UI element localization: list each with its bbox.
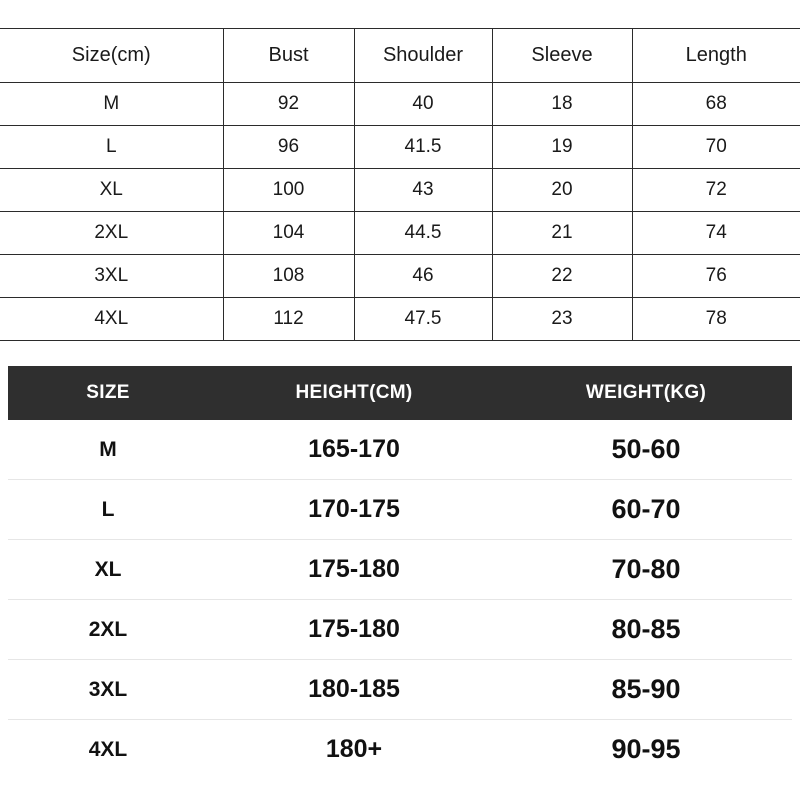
table-row [0, 126, 800, 169]
cell-height: 180-185 [208, 660, 500, 720]
column-header-bust: Bust [223, 29, 354, 83]
table-header-row [0, 29, 800, 83]
cell-size: M [8, 420, 208, 480]
cell-sleeve: 20 [492, 169, 632, 212]
cell-sleeve: 18 [492, 83, 632, 126]
table-header-row [8, 366, 792, 420]
cell-length: 70 [632, 126, 800, 169]
table-row [8, 420, 792, 480]
cell-weight: 60-70 [500, 480, 792, 540]
column-header-size: Size(cm) [0, 29, 223, 83]
cell-sleeve: 22 [492, 255, 632, 298]
column-header-length: Length [632, 29, 800, 83]
cell-shoulder: 41.5 [354, 126, 492, 169]
cell-length: 74 [632, 212, 800, 255]
cell-size: 4XL [0, 298, 223, 341]
cell-bust: 104 [223, 212, 354, 255]
cell-weight: 80-85 [500, 600, 792, 660]
size-recommendation-table-container [8, 366, 792, 779]
table-row [8, 660, 792, 720]
measurement-table-head [0, 29, 800, 83]
cell-size: 2XL [8, 600, 208, 660]
cell-bust: 92 [223, 83, 354, 126]
column-header-shoulder: Shoulder [354, 29, 492, 83]
cell-weight: 90-95 [500, 720, 792, 780]
cell-shoulder: 40 [354, 83, 492, 126]
cell-bust: 112 [223, 298, 354, 341]
table-row [0, 83, 800, 126]
cell-size: 2XL [0, 212, 223, 255]
cell-shoulder: 43 [354, 169, 492, 212]
cell-sleeve: 23 [492, 298, 632, 341]
cell-size: XL [8, 540, 208, 600]
size-recommendation-table [8, 366, 792, 779]
cell-sleeve: 21 [492, 212, 632, 255]
table-row [0, 298, 800, 341]
cell-size: L [0, 126, 223, 169]
cell-shoulder: 46 [354, 255, 492, 298]
cell-shoulder: 47.5 [354, 298, 492, 341]
cell-sleeve: 19 [492, 126, 632, 169]
table-row [0, 255, 800, 298]
table-row [8, 540, 792, 600]
cell-length: 72 [632, 169, 800, 212]
cell-weight: 85-90 [500, 660, 792, 720]
size-recommendation-table-body [8, 420, 792, 779]
cell-height: 175-180 [208, 600, 500, 660]
cell-height: 165-170 [208, 420, 500, 480]
column-header-height: HEIGHT(CM) [208, 366, 500, 420]
cell-height: 175-180 [208, 540, 500, 600]
measurement-table-body [0, 83, 800, 341]
cell-weight: 70-80 [500, 540, 792, 600]
table-row [0, 169, 800, 212]
cell-length: 76 [632, 255, 800, 298]
cell-length: 78 [632, 298, 800, 341]
cell-bust: 108 [223, 255, 354, 298]
table-row [0, 212, 800, 255]
table-row [8, 600, 792, 660]
cell-bust: 96 [223, 126, 354, 169]
cell-shoulder: 44.5 [354, 212, 492, 255]
cell-height: 180+ [208, 720, 500, 780]
measurement-table-container [0, 28, 800, 341]
cell-size: 4XL [8, 720, 208, 780]
cell-weight: 50-60 [500, 420, 792, 480]
column-header-size: SIZE [8, 366, 208, 420]
column-header-sleeve: Sleeve [492, 29, 632, 83]
cell-size: M [0, 83, 223, 126]
cell-bust: 100 [223, 169, 354, 212]
measurement-table [0, 28, 800, 341]
table-row [8, 480, 792, 540]
cell-length: 68 [632, 83, 800, 126]
cell-size: 3XL [8, 660, 208, 720]
size-recommendation-table-head [8, 366, 792, 420]
table-row [8, 720, 792, 780]
column-header-weight: WEIGHT(KG) [500, 366, 792, 420]
cell-size: 3XL [0, 255, 223, 298]
cell-size: XL [0, 169, 223, 212]
cell-size: L [8, 480, 208, 540]
cell-height: 170-175 [208, 480, 500, 540]
